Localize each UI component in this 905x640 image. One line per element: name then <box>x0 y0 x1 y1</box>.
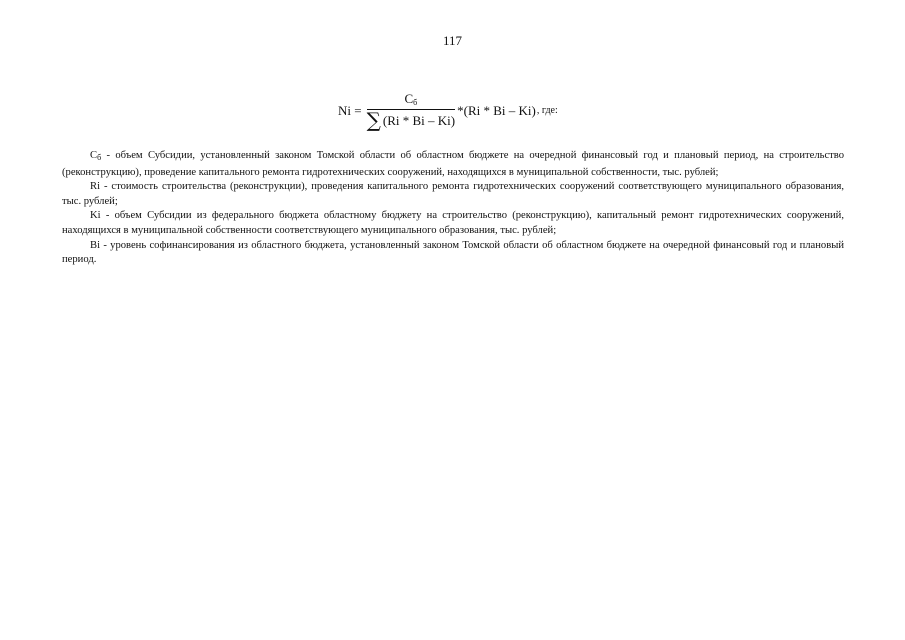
formula-numerator-symbol: C <box>404 91 414 106</box>
definition-paragraph <box>62 180 844 209</box>
formula-numerator <box>396 92 425 109</box>
definitions-block <box>62 149 844 268</box>
definition-symbol: Bi <box>90 239 101 251</box>
formula-tail: , где: <box>536 104 558 116</box>
formula-numerator-subscript: б <box>413 98 418 107</box>
definition-symbol: Ki <box>90 210 101 222</box>
subsidy-formula <box>338 91 558 132</box>
definition-symbol-subscript: б <box>97 153 102 162</box>
definition-paragraph <box>62 209 844 238</box>
definition-text: - объем Субсидии из федерального бюджета областному бюджету на строительство (реконструкцию), капитальный ремонт гидротехнических сооружений, находящихся в муниципальной собственности соответствующего муниципального образования, тыс. рублей; <box>62 210 844 236</box>
formula-denominator-expression: (Ri * Bi – Ki) <box>382 112 456 128</box>
page-number: 117 <box>442 33 463 48</box>
definition-text: - уровень софинансирования из областного бюджета, установленный законом Томской области об областном бюджете на очередной финансовый год и плановый период. <box>62 239 844 266</box>
definition-symbol: C <box>90 150 98 161</box>
formula-multiplier: *(Ri * Bi – Ki) <box>457 103 536 118</box>
sum-symbol: ∑ <box>366 108 381 132</box>
definition-paragraph <box>62 149 844 180</box>
definition-text: - объем Субсидии, установленный законом Томской области об областном бюджете на очередной финансовый год и плановый период, на строительство (реконструкцию), проведение капитального ремонта гидротехнических сооружений, находящихся в муниципальной собственности, тыс. рублей; <box>62 150 844 178</box>
definition-text: - стоимость строительства (реконструкции), проведения капитального ремонта гидротехнических сооружений соответствующего муниципального образования, тыс. рублей; <box>62 181 844 207</box>
definition-symbol: Ri <box>90 181 101 193</box>
formula-fraction <box>366 91 456 132</box>
definition-paragraph <box>62 239 844 268</box>
formula-denominator <box>366 108 456 132</box>
formula-lhs: Ni = <box>338 103 362 118</box>
